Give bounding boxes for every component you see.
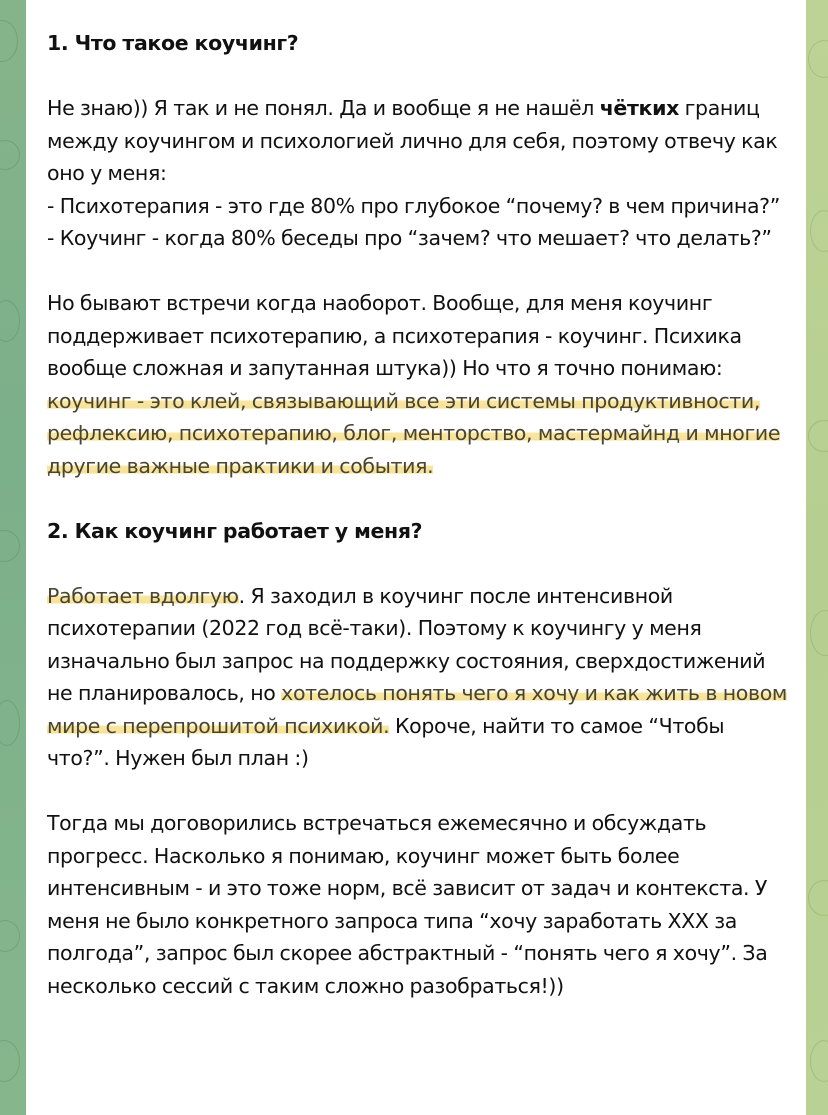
wallpaper-doodle-icon xyxy=(0,920,20,952)
text-span: Не знаю)) Я так и не понял. Да и вообще я не нашёл xyxy=(47,96,600,120)
text-span: Короче, найти то самое “Чтобы что?”. Нужен был план :) xyxy=(47,713,725,770)
paragraph-definition xyxy=(47,92,792,255)
text-span: . Я заходил в коучинг после интенсивной психотерапии (2022 год всё-таки). Поэтому к коучингу у меня изначально был запрос на поддержку состояния, сверхдостижений не планировалось, но xyxy=(47,583,766,705)
chat-wallpaper-right xyxy=(806,0,828,1115)
wallpaper-doodle-icon xyxy=(810,1040,828,1082)
highlighted-text: коучинг - это клей, связывающий все эти системы продуктивности, рефлексию, психотерапию, блог, менторство, мастермайнд и многие другие важные практики и события. xyxy=(47,388,781,478)
wallpaper-doodle-icon xyxy=(808,40,828,78)
highlighted-text: Работает вдолгую xyxy=(47,583,239,608)
paragraph-long-term xyxy=(47,580,792,775)
paragraph-monthly xyxy=(47,807,792,1002)
chat-wallpaper-left xyxy=(0,0,26,1115)
text-span: Тогда мы договорились встречаться ежемесячно и обсуждать прогресс. Насколько я понимаю, коучинг может быть более интенсивным - и это тоже норм, всё зависит от задач и контекста. У меня не было конкретного запроса типа “хочу заработать XXX за полгода”, запрос был скорее абстрактный - “понять чего я хочу”. За несколько сессий с таким сложно разобраться!)) xyxy=(47,811,768,998)
message-text xyxy=(47,27,792,1035)
paragraph-glue xyxy=(47,287,792,482)
message-panel xyxy=(26,0,806,1115)
wallpaper-doodle-icon xyxy=(810,210,828,252)
highlighted-text: хотелось понять чего я хочу и как жить в новом мире с перепрошитой психикой. xyxy=(47,681,788,738)
text-span: границ между коучингом и психологией лично для себя, поэтому отвечу как оно у меня: xyxy=(47,96,778,185)
section-heading-1: 1. Что такое коучинг? xyxy=(47,31,299,55)
list-item-psychotherapy: - Психотерапия - это где 80% про глубокое “почему? в чем причина?” xyxy=(47,193,780,218)
wallpaper-doodle-icon xyxy=(0,1040,20,1082)
wallpaper-doodle-icon xyxy=(0,530,20,562)
wallpaper-doodle-icon xyxy=(0,140,20,170)
list-item-coaching: - Коучинг - когда 80% беседы про “зачем? что мешает? что делать?” xyxy=(47,226,772,250)
wallpaper-doodle-icon xyxy=(810,610,828,656)
wallpaper-doodle-icon xyxy=(808,880,828,916)
text-span: Но бывают встречи когда наоборот. Вообще, для меня коучинг поддерживает психотерапию, а психотерапия - коучинг. Психика вообще сложная и запутанная штука)) Но что я точно понимаю: xyxy=(47,291,742,380)
section-heading-2: 2. Как коучинг работает у меня? xyxy=(47,518,423,543)
wallpaper-doodle-icon xyxy=(0,700,20,746)
bold-word: чётких xyxy=(599,96,679,120)
wallpaper-doodle-icon xyxy=(0,20,18,62)
wallpaper-doodle-icon xyxy=(0,300,20,342)
wallpaper-doodle-icon xyxy=(808,420,828,452)
